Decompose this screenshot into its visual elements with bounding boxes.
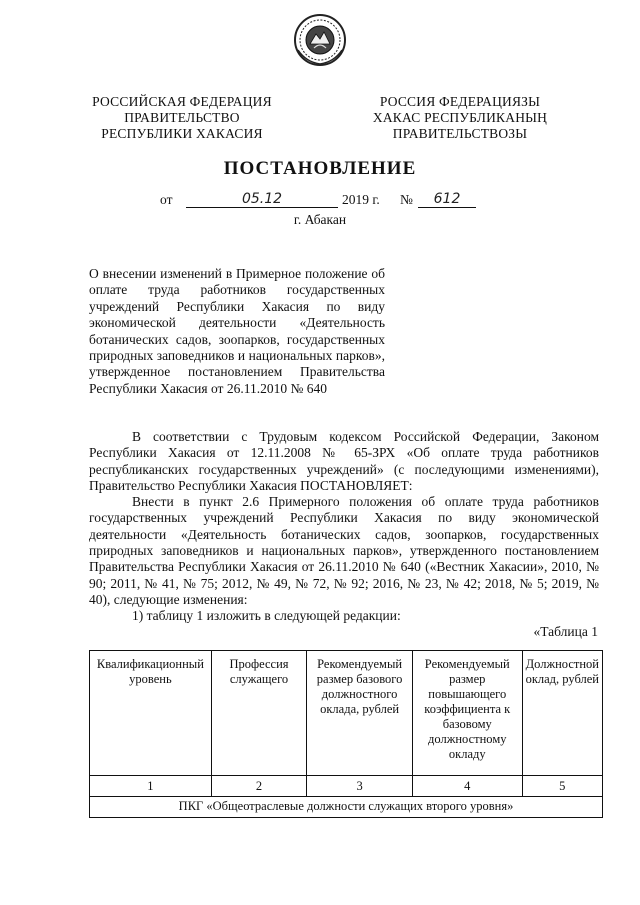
body-paragraph: Внести в пункт 2.6 Примерного положения об оплате труда работников государственных учреждений Республики Хакасия по виду экономической деятельности «Деятельность ботанических садов, зоопарков, государственных природных заповедников и национальных парков», утвержденного постановлением Правительства Республики Хакасия от 26.11.2010 № 640 («Вестник Хакасии», 2010, № 90; 2011, № 41, № 75; 2012, № 49, № 72, № 92; 2016, № 23, № 42; 2018, № 5; 2019, № 40), следующие изменения: xyxy=(89,494,599,607)
table-header-cell: Рекомендуемый размер повышающего коэффициента к базовому должностному окладу xyxy=(412,651,522,776)
number-handwritten: 612 xyxy=(418,192,476,208)
header-left-line: ПРАВИТЕЛЬСТВО xyxy=(124,110,240,125)
document-title: ПОСТАНОВЛЕНИЕ xyxy=(223,158,417,179)
table-number-cell: 3 xyxy=(307,776,413,797)
year-text: 2019 г. xyxy=(342,192,380,207)
body-paragraph: 1) таблицу 1 изложить в следующей редакции: xyxy=(132,608,401,624)
republic-emblem-icon xyxy=(292,12,348,68)
table-number-cell: 1 xyxy=(90,776,212,797)
table-number-cell: 2 xyxy=(211,776,306,797)
table-header-cell: Рекомендуемый размер базового должностного оклада, рублей xyxy=(307,651,413,776)
table-header-row xyxy=(90,651,603,776)
table-header-cell: Квалификационный уровень xyxy=(90,651,212,776)
table-header-cell: Профессия служащего xyxy=(211,651,306,776)
table-number-cell: 5 xyxy=(522,776,602,797)
header-right-line: РОССИЯ ФЕДЕРАЦИЯЗЫ xyxy=(379,94,541,109)
date-handwritten: 05.12 xyxy=(186,192,338,208)
table-header-cell: Должностной оклад, рублей xyxy=(522,651,602,776)
number-label: № xyxy=(400,192,413,207)
table-group-cell: ПКГ «Общеотраслевые должности служащих второго уровня» xyxy=(90,797,603,818)
from-label: от xyxy=(160,192,173,207)
subject-block xyxy=(89,266,385,397)
table-number-cell: 4 xyxy=(412,776,522,797)
table-number-row xyxy=(90,776,603,797)
header-left-line: РЕСПУБЛИКИ ХАКАСИЯ xyxy=(101,126,263,141)
header-right xyxy=(360,94,560,142)
subject-text: О внесении изменений в Примерное положение об оплате труда работников государственных учреждений Республики Хакасия по виду экономической деятельности «Деятельность ботанических садов, зоопарков, государственных природных заповедников и национальных парков», утвержденное постановлением Правительства Республики Хакасия от 26.11.2010 № 640 xyxy=(89,266,385,396)
table-caption: «Таблица 1 xyxy=(533,624,598,639)
header-right-line: ПРАВИТЕЛЬСТВОЗЫ xyxy=(392,126,528,141)
header-right-line: ХАКАС РЕСПУБЛИКАНЫҢ xyxy=(372,110,548,125)
table-group-row xyxy=(90,797,603,818)
body-text xyxy=(89,429,599,625)
header-left xyxy=(82,94,282,142)
body-paragraph: В соответствии с Трудовым кодексом Российской Федерации, Законом Республики Хакасия от 12.11.2008 № 65-ЗРХ «Об оплате труда работников республиканских государственных учреждений» (с последующими изменениями), Правительство Республики Хакасия ПОСТАНОВЛЯЕТ: xyxy=(89,429,599,493)
salary-table xyxy=(89,650,603,818)
header-left-line: РОССИЙСКАЯ ФЕДЕРАЦИЯ xyxy=(92,94,272,109)
city: г. Абакан xyxy=(293,212,347,227)
